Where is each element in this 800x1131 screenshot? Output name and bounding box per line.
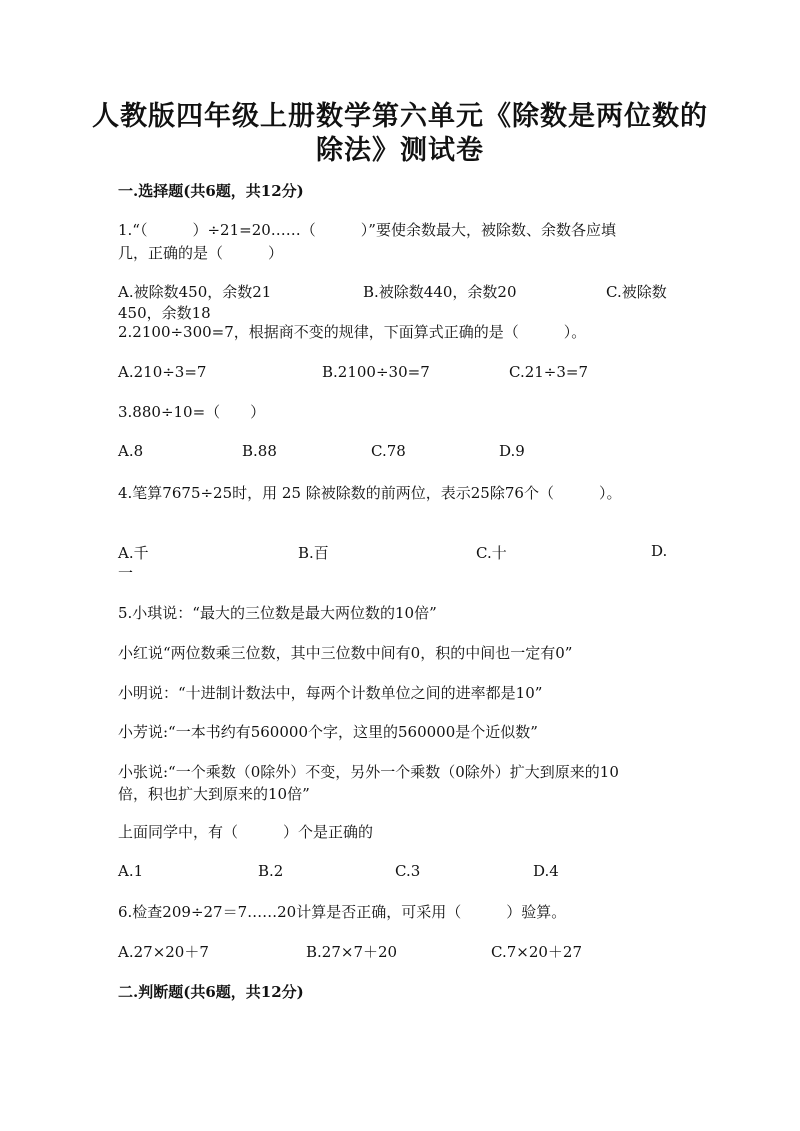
- question-5-stem-line-5: 小张说:“一个乘数（0除外）不变，另外一个乘数（0除外）扩大到原来的10: [118, 763, 619, 781]
- question-4-option-b: B.百: [298, 544, 329, 562]
- question-4-option-d-continued: 一: [118, 564, 134, 582]
- page-title-line-2: 除法》测试卷: [316, 135, 484, 166]
- question-4-option-a: A.千: [118, 544, 149, 562]
- question-1-option-b: B.被除数440，余数20: [363, 283, 517, 301]
- question-1-option-a: A.被除数450，余数21: [118, 283, 272, 301]
- question-6-option-b: B.27×7＋20: [306, 943, 398, 961]
- question-1-option-c: C.被除数: [606, 283, 667, 301]
- question-5-stem-line-4: 小芳说:“一本书约有560000个字，这里的560000是个近似数”: [118, 723, 538, 741]
- question-5-stem-line-6: 倍，积也扩大到原来的10倍”: [118, 785, 310, 803]
- question-3-option-b: B.88: [242, 442, 277, 460]
- question-1-stem-line-1: 1.“（ ）÷21=20……（ ）”要使余数最大，被除数、余数各应填: [118, 221, 616, 239]
- question-3-option-d: D.9: [499, 442, 525, 460]
- question-6-stem: 6.检查209÷27＝7……20计算是否正确，可采用（ ）验算。: [118, 903, 567, 921]
- section-heading-choice: 一.选择题(共6题，共12分): [118, 182, 304, 200]
- page-title-line-1: 人教版四年级上册数学第六单元《除数是两位数的: [92, 101, 708, 132]
- section-heading-true-false: 二.判断题(共6题，共12分): [118, 983, 304, 1001]
- question-5-option-b: B.2: [258, 862, 284, 880]
- question-5-option-d: D.4: [533, 862, 559, 880]
- question-5-stem-line-1: 5.小琪说：“最大的三位数是最大两位数的10倍”: [118, 604, 437, 622]
- question-1-stem-line-2: 几，正确的是（ ）: [118, 244, 284, 262]
- question-3-stem: 3.880÷10=（ ）: [118, 403, 266, 421]
- question-5-stem-line-3: 小明说：“十进制计数法中，每两个计数单位之间的进率都是10”: [118, 684, 543, 702]
- question-4-stem: 4.笔算7675÷25时，用 25 除被除数的前两位，表示25除76个（ ）。: [118, 484, 622, 502]
- question-2-option-b: B.2100÷30=7: [322, 363, 430, 381]
- question-2-stem: 2.2100÷300=7，根据商不变的规律，下面算式正确的是（ ）。: [118, 323, 587, 341]
- question-5-option-a: A.1: [118, 862, 144, 880]
- question-4-option-c: C.十: [476, 544, 507, 562]
- question-6-option-c: C.7×20＋27: [491, 943, 582, 961]
- question-5-option-c: C.3: [395, 862, 421, 880]
- question-2-option-c: C.21÷3=7: [509, 363, 589, 381]
- question-5-stem-line-7: 上面同学中，有（ ）个是正确的: [118, 823, 374, 841]
- question-3-option-c: C.78: [371, 442, 406, 460]
- question-4-option-d: D.: [651, 542, 668, 560]
- question-3-option-a: A.8: [118, 442, 144, 460]
- question-1-option-c-continued: 450，余数18: [118, 304, 211, 322]
- question-5-stem-line-2: 小红说“两位数乘三位数，其中三位数中间有0，积的中间也一定有0”: [118, 644, 573, 662]
- question-2-option-a: A.210÷3=7: [118, 363, 207, 381]
- question-6-option-a: A.27×20＋7: [118, 943, 209, 961]
